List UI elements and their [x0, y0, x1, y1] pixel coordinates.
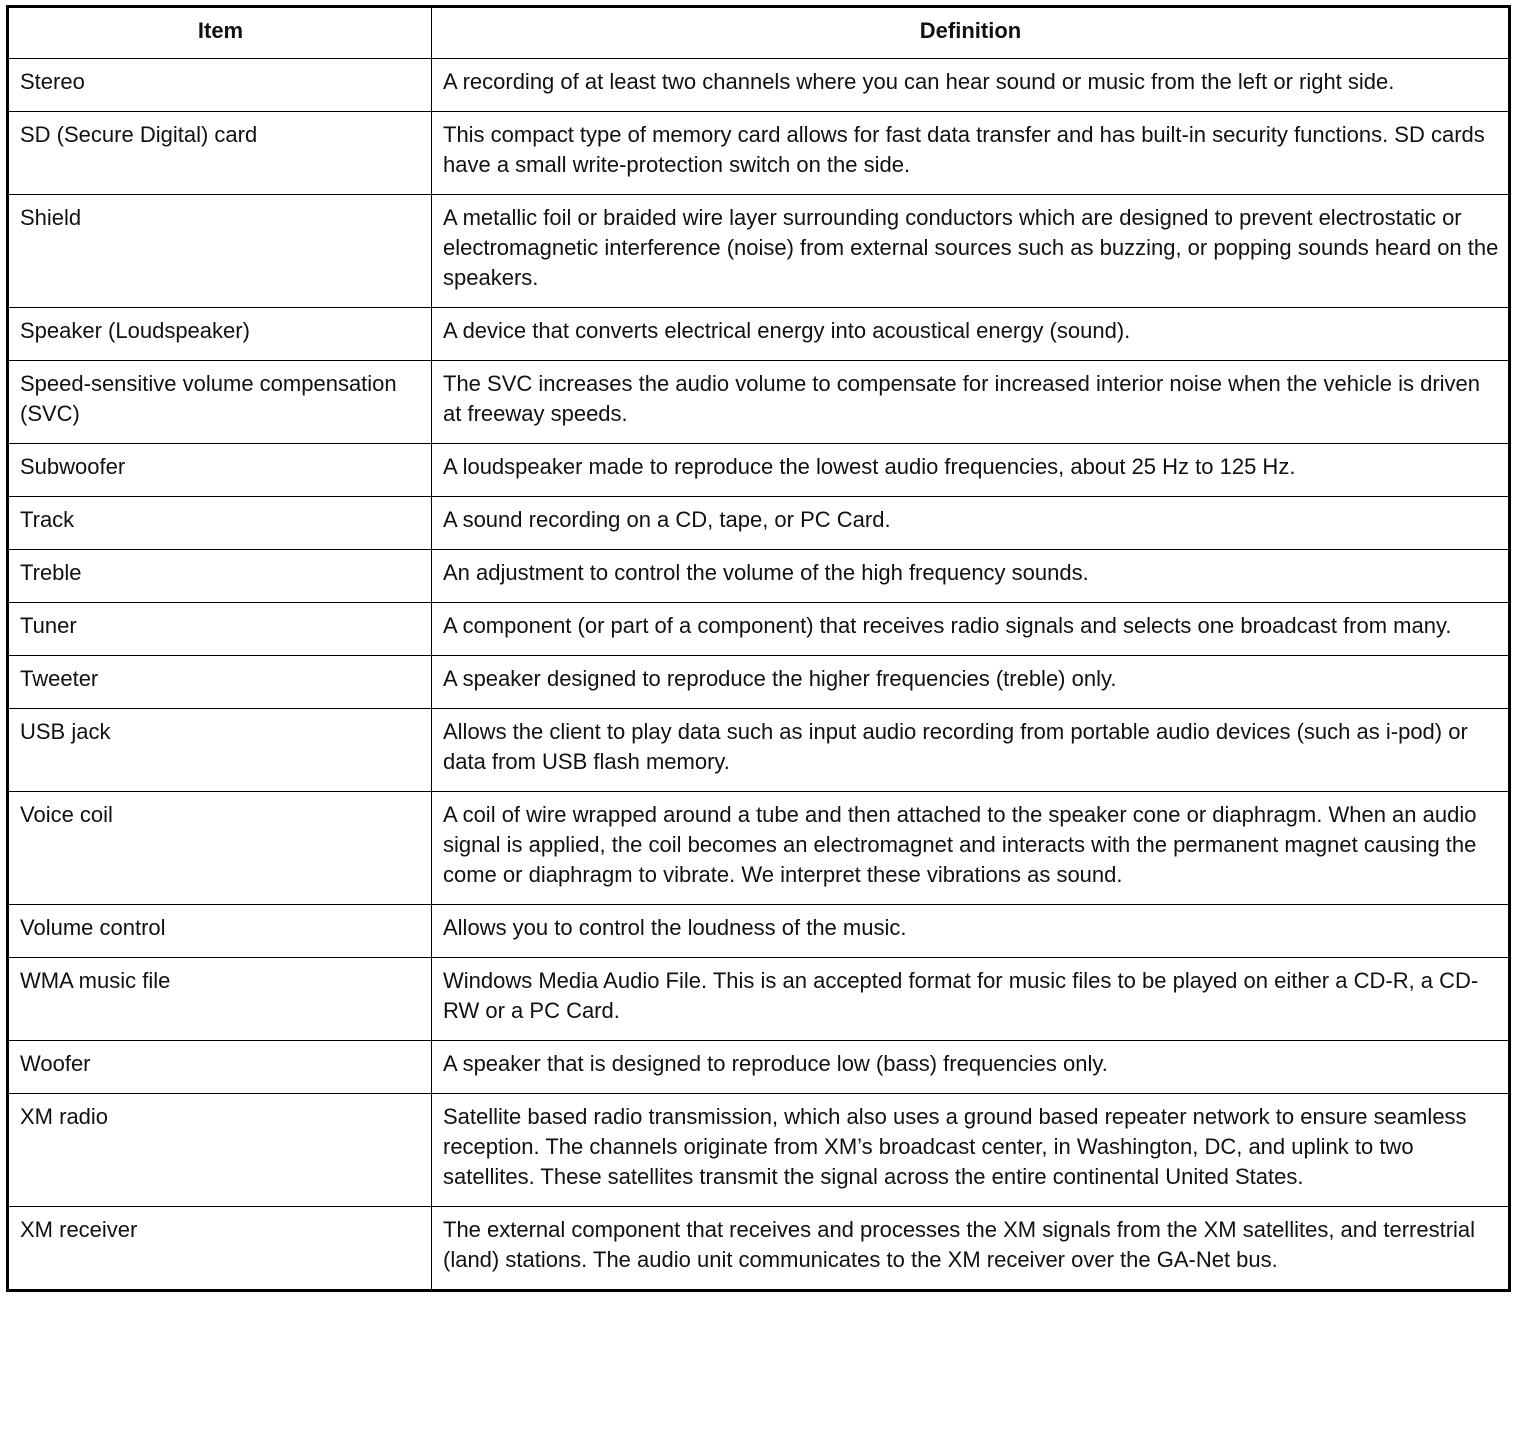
- item-cell: Speed-sensitive volume compensation (SVC): [8, 361, 432, 444]
- table-row: [8, 550, 1510, 603]
- header-row: [8, 7, 1510, 59]
- table-row: [8, 603, 1510, 656]
- definition-cell: A speaker designed to reproduce the higher frequencies (treble) only.: [432, 656, 1510, 709]
- definition-cell: This compact type of memory card allows for fast data transfer and has built-in security functions. SD cards have a small write-protection switch on the side.: [432, 112, 1510, 195]
- item-cell: XM receiver: [8, 1207, 432, 1291]
- definition-cell: A sound recording on a CD, tape, or PC Card.: [432, 497, 1510, 550]
- table-body: [8, 59, 1510, 1291]
- definition-cell: A coil of wire wrapped around a tube and then attached to the speaker cone or diaphragm. When an audio signal is applied, the coil becomes an electromagnet and interacts with the permanent magnet causing the come or diaphragm to vibrate. We interpret these vibrations as sound.: [432, 792, 1510, 905]
- item-cell: Speaker (Loudspeaker): [8, 308, 432, 361]
- table-row: [8, 905, 1510, 958]
- table-row: [8, 497, 1510, 550]
- table-header: [8, 7, 1510, 59]
- definition-cell: A recording of at least two channels where you can hear sound or music from the left or right side.: [432, 59, 1510, 112]
- table-row: [8, 709, 1510, 792]
- definition-cell: A metallic foil or braided wire layer surrounding conductors which are designed to prevent electrostatic or electromagnetic interference (noise) from external sources such as buzzing, or popping sounds heard on the speakers.: [432, 195, 1510, 308]
- definition-cell: Allows you to control the loudness of the music.: [432, 905, 1510, 958]
- table-row: [8, 444, 1510, 497]
- item-cell: Shield: [8, 195, 432, 308]
- definition-cell: Windows Media Audio File. This is an accepted format for music files to be played on either a CD-R, a CD-RW or a PC Card.: [432, 958, 1510, 1041]
- item-cell: Tweeter: [8, 656, 432, 709]
- definition-cell: A device that converts electrical energy into acoustical energy (sound).: [432, 308, 1510, 361]
- item-cell: Woofer: [8, 1041, 432, 1094]
- item-cell: Stereo: [8, 59, 432, 112]
- column-header-item: Item: [8, 7, 432, 59]
- item-cell: USB jack: [8, 709, 432, 792]
- item-cell: Subwoofer: [8, 444, 432, 497]
- definition-cell: Satellite based radio transmission, which also uses a ground based repeater network to ensure seamless reception. The channels originate from XM’s broadcast center, in Washington, DC, and uplink to two satellites. These satellites transmit the signal across the entire continental United States.: [432, 1094, 1510, 1207]
- table-row: [8, 1041, 1510, 1094]
- definition-cell: A speaker that is designed to reproduce low (bass) frequencies only.: [432, 1041, 1510, 1094]
- item-cell: Treble: [8, 550, 432, 603]
- table-row: [8, 1094, 1510, 1207]
- table-row: [8, 656, 1510, 709]
- definition-cell: A component (or part of a component) that receives radio signals and selects one broadcast from many.: [432, 603, 1510, 656]
- item-cell: WMA music file: [8, 958, 432, 1041]
- item-cell: Volume control: [8, 905, 432, 958]
- definition-cell: An adjustment to control the volume of the high frequency sounds.: [432, 550, 1510, 603]
- item-cell: SD (Secure Digital) card: [8, 112, 432, 195]
- item-cell: Voice coil: [8, 792, 432, 905]
- item-cell: XM radio: [8, 1094, 432, 1207]
- table-row: [8, 958, 1510, 1041]
- table-row: [8, 1207, 1510, 1291]
- table-row: [8, 195, 1510, 308]
- definition-cell: The SVC increases the audio volume to compensate for increased interior noise when the vehicle is driven at freeway speeds.: [432, 361, 1510, 444]
- table-row: [8, 308, 1510, 361]
- item-cell: Track: [8, 497, 432, 550]
- definition-cell: The external component that receives and processes the XM signals from the XM satellites, and terrestrial (land) stations. The audio unit communicates to the XM receiver over the GA-Net bus.: [432, 1207, 1510, 1291]
- definition-cell: A loudspeaker made to reproduce the lowest audio frequencies, about 25 Hz to 125 Hz.: [432, 444, 1510, 497]
- column-header-definition: Definition: [432, 7, 1510, 59]
- table-row: [8, 112, 1510, 195]
- item-cell: Tuner: [8, 603, 432, 656]
- table-row: [8, 361, 1510, 444]
- table-row: [8, 792, 1510, 905]
- definition-cell: Allows the client to play data such as input audio recording from portable audio devices (such as i-pod) or data from USB flash memory.: [432, 709, 1510, 792]
- glossary-table: [6, 5, 1511, 1292]
- table-row: [8, 59, 1510, 112]
